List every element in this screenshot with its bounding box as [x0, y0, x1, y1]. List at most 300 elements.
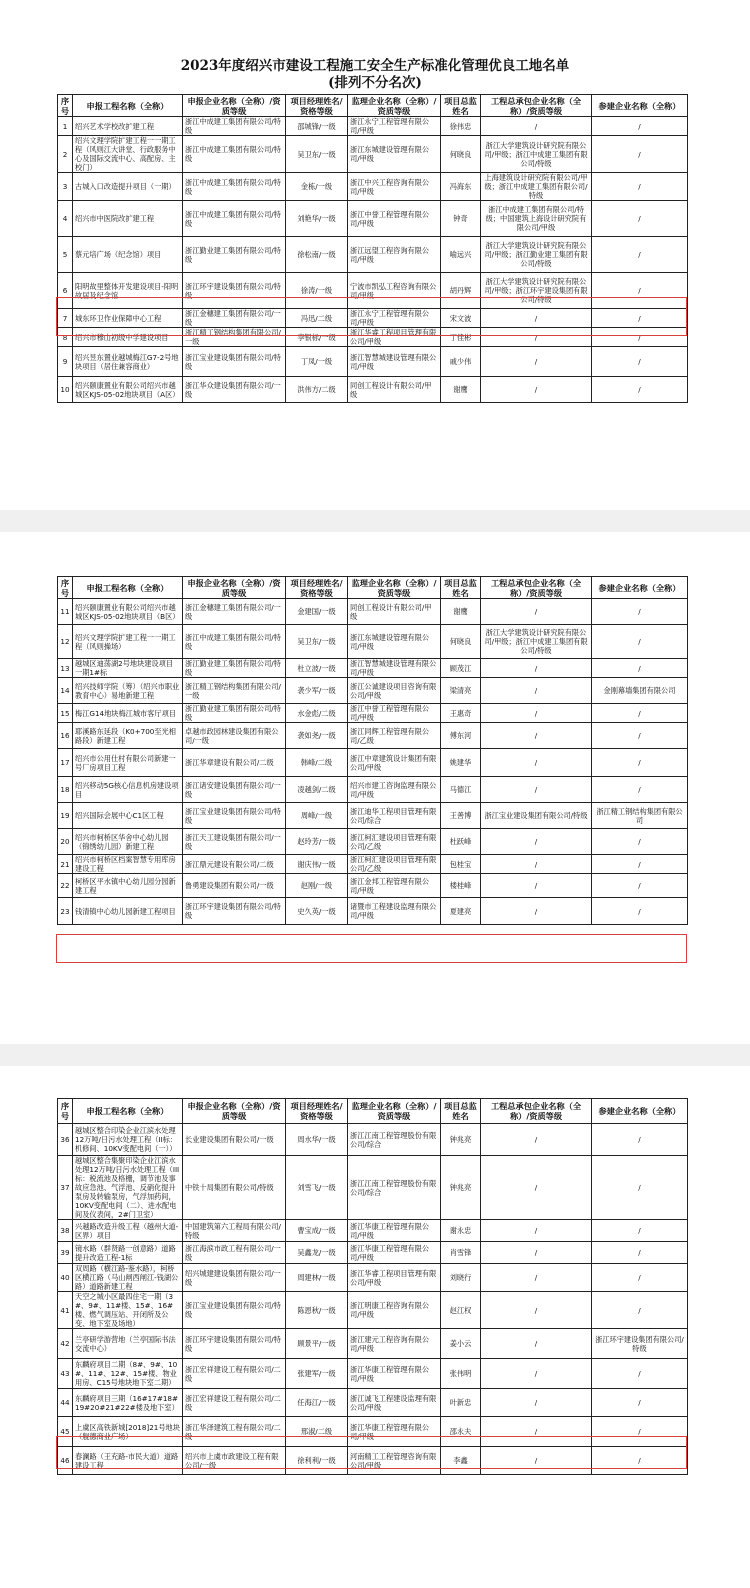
- cell-director: 钟兆亮: [441, 1124, 481, 1156]
- cell-participant: /: [592, 659, 688, 678]
- cell-project-name: 绍兴市柯桥区华舍中心幼儿园（锦绣幼儿园）新建工程: [73, 829, 183, 855]
- cell-manager: 徐涛/一级: [286, 273, 348, 309]
- cell-general-contractor: /: [481, 599, 592, 625]
- column-header: 项目总监姓名: [441, 95, 481, 117]
- cell-project-name: 柯桥区平水镇中心幼儿园分园新建工程: [73, 874, 183, 898]
- table-row: [58, 599, 688, 625]
- page-gap: [0, 510, 750, 532]
- cell-project-name: 东麟府项目二期（8#、9#、10#、11#、12#、15#楼、物业用房、C15号地块地下室二期）: [73, 1359, 183, 1389]
- cell-manager: 周水华/一级: [286, 1124, 348, 1156]
- table-row: [58, 237, 688, 273]
- cell-index: 23: [58, 898, 73, 925]
- cell-director: 钟奇: [441, 201, 481, 237]
- cell-participant: /: [592, 1124, 688, 1156]
- table-row: [58, 1124, 688, 1156]
- cell-project-name: 天空之城小区最四住宅一期（3#、9#、11#楼、15#、16#楼、燃气调压站、开闭所及公变、地下室及场地）: [73, 1292, 183, 1329]
- cell-director: 胡丹辉: [441, 273, 481, 309]
- column-header: 序号: [58, 1099, 73, 1124]
- cell-director: 叶新忠: [441, 1389, 481, 1417]
- cell-index: 14: [58, 678, 73, 704]
- cell-participant: /: [592, 1447, 688, 1475]
- cell-participant: /: [592, 309, 688, 328]
- highlight-box: [56, 934, 687, 963]
- cell-general-contractor: 浙江大学建筑设计研究院有限公司/甲级；浙江中成建工集团有限公司/特级: [481, 625, 592, 659]
- cell-index: 45: [58, 1417, 73, 1447]
- cell-general-contractor: /: [481, 1447, 592, 1475]
- cell-director: 王善博: [441, 803, 481, 829]
- cell-index: 18: [58, 777, 73, 803]
- cell-director: 梁清亮: [441, 678, 481, 704]
- cell-applicant: 中铁十局集团有限公司/特级: [183, 1156, 286, 1220]
- cell-participant: /: [592, 237, 688, 273]
- cell-index: 5: [58, 237, 73, 273]
- cell-applicant: 浙江宏祥建设工程有限公司/二级: [183, 1389, 286, 1417]
- cell-participant: /: [592, 273, 688, 309]
- cell-index: 8: [58, 328, 73, 347]
- cell-supervisor: 宁波市凯弘工程咨询有限公司/甲级: [348, 273, 441, 309]
- cell-general-contractor: /: [481, 377, 592, 403]
- cell-supervisor: 浙江明康工程咨询有限公司/甲级: [348, 1292, 441, 1329]
- cell-participant: /: [592, 723, 688, 749]
- column-header: 监理企业名称（全称）/资质等级: [348, 577, 441, 599]
- cell-director: 丁佳彬: [441, 328, 481, 347]
- table-row: [58, 328, 688, 347]
- cell-supervisor: 浙江华康工程管理有限公司/甲级: [348, 1242, 441, 1264]
- cell-director: 楼桂峰: [441, 874, 481, 898]
- cell-participant: /: [592, 599, 688, 625]
- cell-participant: /: [592, 1292, 688, 1329]
- cell-director: 赵江权: [441, 1292, 481, 1329]
- cell-project-name: 绍兴文理学院扩建工程一一期工程（风则操场）: [73, 625, 183, 659]
- column-header: 申报企业名称（全称）/资质等级: [183, 577, 286, 599]
- cell-general-contractor: /: [481, 1242, 592, 1264]
- document-page-1: [0, 0, 750, 510]
- cell-general-contractor: /: [481, 347, 592, 377]
- cell-general-contractor: /: [481, 678, 592, 704]
- cell-manager: 刘艳华/一级: [286, 201, 348, 237]
- list-table-page-1: [57, 94, 688, 403]
- cell-supervisor: 浙江华睿工程项目管理有限公司/甲级: [348, 1264, 441, 1292]
- cell-participant: 金刚幕墙集团有限公司: [592, 678, 688, 704]
- cell-general-contractor: /: [481, 1417, 592, 1447]
- table-row: [58, 777, 688, 803]
- cell-participant: /: [592, 201, 688, 237]
- cell-general-contractor: /: [481, 1389, 592, 1417]
- cell-director: 姜小云: [441, 1329, 481, 1359]
- cell-manager: 刘雪飞/一级: [286, 1156, 348, 1220]
- cell-applicant: 浙江宝业建设集团有限公司/特级: [183, 347, 286, 377]
- table-row: [58, 704, 688, 723]
- cell-manager: 周峰/一级: [286, 803, 348, 829]
- document-page-2: [0, 532, 750, 1044]
- cell-general-contractor: /: [481, 1220, 592, 1242]
- cell-applicant: 绍兴市上虞市政建设工程有限公司/一级: [183, 1447, 286, 1475]
- cell-applicant: 浙江鼎元建设有限公司/二级: [183, 855, 286, 874]
- table-row: [58, 1292, 688, 1329]
- cell-applicant: 鲁勇建设集团有限公司/一级: [183, 874, 286, 898]
- cell-applicant: 浙江环宇建设集团有限公司/特级: [183, 898, 286, 925]
- cell-index: 40: [58, 1264, 73, 1292]
- cell-project-name: 蔡元培广场（纪念馆）项目: [73, 237, 183, 273]
- cell-manager: 陈恩秋/一级: [286, 1292, 348, 1329]
- column-header: 参建企业名称（全称）: [592, 1099, 688, 1124]
- cell-project-name: 绍兴昱东置业越城梅江G7-2号地块项目（居住兼容商业）: [73, 347, 183, 377]
- cell-index: 36: [58, 1124, 73, 1156]
- cell-director: 刘晓行: [441, 1264, 481, 1292]
- column-header: 申报工程名称（全称）: [73, 1099, 183, 1124]
- cell-project-name: 阳明故里整体开发建设项目-阳明故居及纪念馆: [73, 273, 183, 309]
- cell-index: 10: [58, 377, 73, 403]
- cell-project-name: 越城区迪荡湖2号地块建设项目一期1#标: [73, 659, 183, 678]
- cell-director: 顾茂江: [441, 659, 481, 678]
- cell-director: 谢鹰: [441, 599, 481, 625]
- cell-director: 傅东河: [441, 723, 481, 749]
- cell-supervisor: 浙江迪华工程项目管理有限公司/综合: [348, 803, 441, 829]
- cell-supervisor: 浙江中誉工程管理有限公司/甲级: [348, 201, 441, 237]
- document-title: 2023年度绍兴市建设工程施工安全生产标准化管理优良工地名单 (排列不分名次): [180, 58, 570, 91]
- cell-participant: /: [592, 625, 688, 659]
- table-row: [58, 309, 688, 328]
- cell-general-contractor: 浙江中成建工集团有限公司/特级；中国建筑上海设计研究院有限公司/甲级: [481, 201, 592, 237]
- cell-participant: /: [592, 328, 688, 347]
- cell-participant: /: [592, 347, 688, 377]
- cell-index: 22: [58, 874, 73, 898]
- cell-index: 16: [58, 723, 73, 749]
- column-header: 项目经理姓名/资格等级: [286, 577, 348, 599]
- cell-applicant: 浙江天工建设集团有限公司/一级: [183, 829, 286, 855]
- cell-applicant: 浙江精工钢结构集团有限公司/一级: [183, 328, 286, 347]
- cell-applicant: 浙江中成建工集团有限公司/特级: [183, 173, 286, 201]
- cell-supervisor: 浙江智慧城建设管理有限公司/甲级: [348, 659, 441, 678]
- cell-manager: 赵玲芳/一级: [286, 829, 348, 855]
- cell-project-name: 钱清镇中心幼儿园新建工程项目: [73, 898, 183, 925]
- table-row: [58, 201, 688, 237]
- table-row: [58, 749, 688, 777]
- cell-applicant: 浙江宏祥建设工程有限公司/二级: [183, 1359, 286, 1389]
- cell-applicant: 浙江宝业建设集团有限公司/特级: [183, 803, 286, 829]
- cell-participant: /: [592, 377, 688, 403]
- cell-project-name: 绍兴文理学院扩建工程一一期工程（风则江大讲堂、行政服务中心及国际交流中心、高配房、主校门）: [73, 136, 183, 173]
- cell-director: 包桂宝: [441, 855, 481, 874]
- cell-supervisor: 浙江同辉工程管理有限公司/乙级: [348, 723, 441, 749]
- cell-applicant: 浙江勤业建工集团有限公司/特级: [183, 704, 286, 723]
- cell-general-contractor: /: [481, 1359, 592, 1389]
- cell-supervisor: 浙江智慧城建设管理有限公司/甲级: [348, 347, 441, 377]
- cell-general-contractor: 浙江大学建筑设计研究院有限公司/甲级；浙江中成建工集团有限公司/特级: [481, 136, 592, 173]
- column-header: 参建企业名称（全称）: [592, 95, 688, 117]
- cell-director: 姚建华: [441, 749, 481, 777]
- cell-participant: /: [592, 136, 688, 173]
- cell-participant: /: [592, 1220, 688, 1242]
- cell-index: 11: [58, 599, 73, 625]
- cell-general-contractor: /: [481, 874, 592, 898]
- cell-participant: /: [592, 1242, 688, 1264]
- cell-supervisor: 同创工程设计有限公司/甲级: [348, 377, 441, 403]
- cell-general-contractor: /: [481, 1292, 592, 1329]
- table-row: [58, 659, 688, 678]
- column-header: 申报企业名称（全称）/资质等级: [183, 95, 286, 117]
- cell-applicant: 浙江中成建工集团有限公司/特级: [183, 117, 286, 136]
- cell-applicant: 浙江中成建工集团有限公司/特级: [183, 625, 286, 659]
- cell-participant: /: [592, 1264, 688, 1292]
- cell-applicant: 浙江精工钢结构集团有限公司/一级: [183, 678, 286, 704]
- cell-applicant: 浙江环宇建设集团有限公司/特级: [183, 1329, 286, 1359]
- cell-applicant: 浙江华泽建筑工程有限公司/二级: [183, 1417, 286, 1447]
- cell-director: 钟兆亮: [441, 1156, 481, 1220]
- cell-director: 喻远兴: [441, 237, 481, 273]
- cell-general-contractor: /: [481, 1124, 592, 1156]
- cell-manager: 袭少军/一级: [286, 678, 348, 704]
- cell-supervisor: 浙江中章建筑设计集团有限公司/甲级: [348, 749, 441, 777]
- cell-applicant: 浙江华章建设有限公司/二级: [183, 749, 286, 777]
- cell-general-contractor: /: [481, 749, 592, 777]
- cell-project-name: 双周路（横江路-鉴水路），柯桥区横江路（马山闸西闸江-钱湖公路）道路新建工程: [73, 1264, 183, 1292]
- cell-index: 3: [58, 173, 73, 201]
- cell-manager: 赵刚/一级: [286, 874, 348, 898]
- cell-index: 12: [58, 625, 73, 659]
- table-row: [58, 1220, 688, 1242]
- cell-supervisor: 绍兴市建工咨询监理有限公司/甲级: [348, 777, 441, 803]
- cell-project-name: 春澜路（王充路-市民大道）道路建设工程: [73, 1447, 183, 1475]
- cell-project-name: 镜水路（群贤路一创意路）道路提升改造工程-1标: [73, 1242, 183, 1264]
- cell-applicant: 浙江华众建设集团有限公司/一级: [183, 377, 286, 403]
- cell-participant: /: [592, 1359, 688, 1389]
- table-header-row: [58, 1099, 688, 1124]
- table-row: [58, 898, 688, 925]
- cell-director: 杜跃峰: [441, 829, 481, 855]
- table-row: [58, 855, 688, 874]
- cell-supervisor: 浙江远望工程咨询有限公司/甲级: [348, 237, 441, 273]
- cell-general-contractor: /: [481, 117, 592, 136]
- cell-director: 谢永忠: [441, 1220, 481, 1242]
- cell-project-name: 绍兴市柯桥区档案智慧专用库房建设工程: [73, 855, 183, 874]
- table-row: [58, 1417, 688, 1447]
- column-header: 项目总监姓名: [441, 1099, 481, 1124]
- cell-general-contractor: 浙江大学建筑设计研究院有限公司/甲级；浙江勤业建工集团有限公司/特级: [481, 237, 592, 273]
- cell-project-name: 兴越路改造升级工程（越州大道-区界）项目: [73, 1220, 183, 1242]
- cell-general-contractor: /: [481, 1156, 592, 1220]
- cell-supervisor: 浙江中兴工程咨询有限公司/甲级: [348, 173, 441, 201]
- column-header: 申报工程名称（全称）: [73, 577, 183, 599]
- column-header: 监理企业名称（全称）/资质等级: [348, 1099, 441, 1124]
- cell-participant: /: [592, 829, 688, 855]
- cell-project-name: 梅江G14地块梅江城市客厅项目: [73, 704, 183, 723]
- cell-manager: 杜立波/一级: [286, 659, 348, 678]
- cell-general-contractor: /: [481, 1264, 592, 1292]
- cell-project-name: 绍兴艺术学校改扩建工程: [73, 117, 183, 136]
- cell-director: 张伟明: [441, 1359, 481, 1389]
- table-row: [58, 1264, 688, 1292]
- cell-project-name: 绍兴颐康置业有限公司绍兴市越城区KJS-05-02地块项目（B区）: [73, 599, 183, 625]
- column-header: 申报工程名称（全称）: [73, 95, 183, 117]
- cell-supervisor: 浙江华康工程管理有限公司/甲级: [348, 1359, 441, 1389]
- cell-manager: 李银标/一级: [286, 328, 348, 347]
- cell-director: 冯海东: [441, 173, 481, 201]
- cell-manager: 顾景平/一级: [286, 1329, 348, 1359]
- cell-index: 42: [58, 1329, 73, 1359]
- list-table-page-3: [57, 1098, 688, 1475]
- cell-supervisor: 诸暨市工程建设监理有限公司/甲级: [348, 898, 441, 925]
- cell-supervisor: 浙江华康工程管理有限公司/甲级: [348, 1220, 441, 1242]
- cell-index: 20: [58, 829, 73, 855]
- cell-applicant: 浙江勤业建工集团有限公司/特级: [183, 659, 286, 678]
- cell-general-contractor: /: [481, 704, 592, 723]
- cell-project-name: 绍兴市中医院改扩建工程: [73, 201, 183, 237]
- table-row: [58, 1156, 688, 1220]
- cell-participant: /: [592, 874, 688, 898]
- column-header: 工程总承包企业名称（全称）/资质等级: [481, 1099, 592, 1124]
- table-row: [58, 1359, 688, 1389]
- table-row: [58, 136, 688, 173]
- cell-manager: 史久英/一级: [286, 898, 348, 925]
- cell-director: 邵永夫: [441, 1417, 481, 1447]
- cell-manager: 金栋/一级: [286, 173, 348, 201]
- cell-supervisor: 浙江诚飞工程建设监理有限公司/甲级: [348, 1389, 441, 1417]
- table-row: [58, 678, 688, 704]
- cell-manager: 丁凤/一级: [286, 347, 348, 377]
- cell-index: 21: [58, 855, 73, 874]
- cell-general-contractor: /: [481, 777, 592, 803]
- cell-supervisor: 浙江公诚建设项目咨询有限公司/甲级: [348, 678, 441, 704]
- cell-general-contractor: /: [481, 898, 592, 925]
- cell-manager: 金建国/一级: [286, 599, 348, 625]
- cell-manager: 水金彪/二级: [286, 704, 348, 723]
- cell-participant: /: [592, 777, 688, 803]
- table-row: [58, 273, 688, 309]
- cell-manager: 洪伟方/二级: [286, 377, 348, 403]
- cell-general-contractor: /: [481, 309, 592, 328]
- table-row: [58, 723, 688, 749]
- column-header: 项目总监姓名: [441, 577, 481, 599]
- cell-index: 9: [58, 347, 73, 377]
- cell-applicant: 浙江诸安建设集团有限公司/一级: [183, 777, 286, 803]
- cell-participant: /: [592, 1389, 688, 1417]
- cell-supervisor: 浙江华康工程管理有限公司/甲级: [348, 1417, 441, 1447]
- cell-applicant: 浙江中成建工集团有限公司/特级: [183, 201, 286, 237]
- cell-index: 4: [58, 201, 73, 237]
- cell-general-contractor: 浙江大学建筑设计研究院有限公司/甲级；浙江环宇建设集团有限公司/特级: [481, 273, 592, 309]
- cell-applicant: 卓越市政园林建设集团有限公司/一级: [183, 723, 286, 749]
- cell-manager: 徐利利/一级: [286, 1447, 348, 1475]
- column-header: 工程总承包企业名称（全称）/资质等级: [481, 577, 592, 599]
- cell-supervisor: 浙江江南工程管理股份有限公司/综合: [348, 1156, 441, 1220]
- cell-participant: /: [592, 855, 688, 874]
- cell-general-contractor: 浙江宝业建设集团有限公司/特级: [481, 803, 592, 829]
- cell-index: 46: [58, 1447, 73, 1475]
- cell-supervisor: 浙江金邦工程管理有限公司/甲级: [348, 874, 441, 898]
- cell-director: 肖雪锋: [441, 1242, 481, 1264]
- cell-director: 王惠奇: [441, 704, 481, 723]
- cell-manager: 凌越剑/二级: [286, 777, 348, 803]
- cell-participant: 浙江精工钢结构集团有限公司: [592, 803, 688, 829]
- cell-manager: 吴卫东/一级: [286, 625, 348, 659]
- table-row: [58, 377, 688, 403]
- table-row: [58, 803, 688, 829]
- cell-supervisor: 浙江江南工程管理股份有限公司/综合: [348, 1124, 441, 1156]
- cell-project-name: 东麟府项目三期（16#17#18#19#20#21#22#楼及地下室）: [73, 1389, 183, 1417]
- cell-manager: 邵城锋/一级: [286, 117, 348, 136]
- cell-manager: 韩峰/二级: [286, 749, 348, 777]
- column-header: 序号: [58, 577, 73, 599]
- cell-project-name: 绍兴移动5G核心信息机房建设项目: [73, 777, 183, 803]
- cell-manager: 邢淑/二级: [286, 1417, 348, 1447]
- cell-applicant: 浙江金穗建工集团有限公司/一级: [183, 309, 286, 328]
- cell-supervisor: 浙江中誉工程管理有限公司/甲级: [348, 704, 441, 723]
- list-table-page-2: [57, 576, 688, 925]
- cell-applicant: 浙江宝业建设集团有限公司/特级: [183, 1292, 286, 1329]
- column-header: 项目经理姓名/资格等级: [286, 1099, 348, 1124]
- cell-index: 43: [58, 1359, 73, 1389]
- cell-manager: 谢庆伟/一级: [286, 855, 348, 874]
- cell-director: 谢鹰: [441, 377, 481, 403]
- cell-manager: 徐松南/一级: [286, 237, 348, 273]
- cell-supervisor: 浙江华睿工程项目管理有限公司/甲级: [348, 328, 441, 347]
- column-header: 项目经理姓名/资格等级: [286, 95, 348, 117]
- cell-supervisor: 浙江柯汇建设项目管理有限公司/乙级: [348, 829, 441, 855]
- column-header: 工程总承包企业名称（全称）/资质等级: [481, 95, 592, 117]
- cell-project-name: 越城区整合集聚印染企业江滨水处理12万吨/日污水处理工程（III标：税流池及格栅，调节池及事故应急池、气浮池、反硝化提升泵房及转输泵房，气浮加药间，10KV变配电间（二）、进水配电间及仪表间，2#门卫室）: [73, 1156, 183, 1220]
- cell-project-name: 绍兴国际会展中心C1区工程: [73, 803, 183, 829]
- cell-index: 44: [58, 1389, 73, 1417]
- cell-manager: 张建军/一级: [286, 1359, 348, 1389]
- table-row: [58, 625, 688, 659]
- cell-project-name: 绍兴技师学院（筹）（绍兴市职业教育中心）易地新建工程: [73, 678, 183, 704]
- cell-project-name: 越城区整合印染企业江滨水处理12万吨/日污水处理工程（II标：机修间、10KV变配电间（一））: [73, 1124, 183, 1156]
- table-row: [58, 829, 688, 855]
- cell-applicant: 浙江金穗建工集团有限公司/一级: [183, 599, 286, 625]
- table-header-row: [58, 95, 688, 117]
- cell-participant: /: [592, 898, 688, 925]
- cell-participant: /: [592, 117, 688, 136]
- cell-applicant: 浙江海滨市政工程有限公司/一级: [183, 1242, 286, 1264]
- cell-index: 1: [58, 117, 73, 136]
- cell-applicant: 绍兴城建建设集团有限公司/一级: [183, 1264, 286, 1292]
- cell-index: 39: [58, 1242, 73, 1264]
- table-row: [58, 1389, 688, 1417]
- cell-general-contractor: /: [481, 855, 592, 874]
- cell-manager: 袭如尧/一级: [286, 723, 348, 749]
- table-row: [58, 173, 688, 201]
- cell-applicant: 中国建筑第六工程局有限公司/特级: [183, 1220, 286, 1242]
- cell-supervisor: 同创工程设计有限公司/甲级: [348, 599, 441, 625]
- cell-general-contractor: /: [481, 723, 592, 749]
- cell-project-name: 耶溪路东延段（K0+700至光相路段）新建工程: [73, 723, 183, 749]
- cell-applicant: 浙江环宇建设集团有限公司/特级: [183, 273, 286, 309]
- cell-index: 15: [58, 704, 73, 723]
- cell-supervisor: 浙江建元工程咨询有限公司/甲级: [348, 1329, 441, 1359]
- cell-manager: 吴卫东/一级: [286, 136, 348, 173]
- cell-index: 17: [58, 749, 73, 777]
- cell-project-name: 绍兴市公用仕村有限公司新建一号厂房项目工程: [73, 749, 183, 777]
- cell-project-name: 兰亭研学游营地（兰亭国际书法交流中心）: [73, 1329, 183, 1359]
- cell-director: 何晓良: [441, 136, 481, 173]
- cell-manager: 曹宝成/一级: [286, 1220, 348, 1242]
- cell-applicant: 浙江中成建工集团有限公司/特级: [183, 136, 286, 173]
- cell-general-contractor: /: [481, 829, 592, 855]
- cell-general-contractor: /: [481, 328, 592, 347]
- table-header-row: [58, 577, 688, 599]
- cell-director: 何晓良: [441, 625, 481, 659]
- column-header: 申报企业名称（全称）/资质等级: [183, 1099, 286, 1124]
- cell-manager: 任海江/一级: [286, 1389, 348, 1417]
- cell-director: 徐伟忠: [441, 117, 481, 136]
- table-row: [58, 347, 688, 377]
- cell-index: 2: [58, 136, 73, 173]
- cell-index: 13: [58, 659, 73, 678]
- column-header: 监理企业名称（全称）/资质等级: [348, 95, 441, 117]
- cell-project-name: 绍兴市穆山初级中学建设项目: [73, 328, 183, 347]
- cell-director: 马德江: [441, 777, 481, 803]
